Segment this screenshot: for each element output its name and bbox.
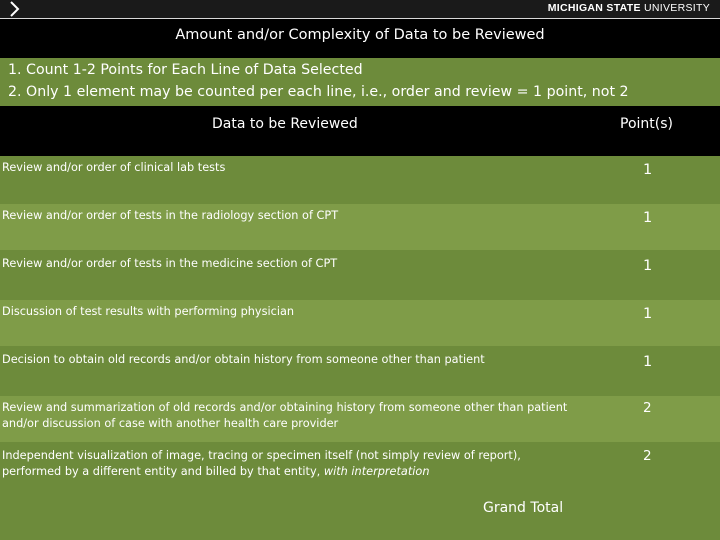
row-points: 1: [643, 162, 653, 178]
column-header-points: Point(s): [620, 116, 673, 132]
instruction-item: 1. Count 1-2 Points for Each Line of Data Selected: [8, 62, 363, 78]
row-points: 1: [643, 306, 653, 322]
grand-total-label: Grand Total: [483, 500, 564, 516]
title-bar: [0, 18, 720, 59]
row-description: Review and/or order of tests in the radiology section of CPT: [2, 209, 339, 222]
row-points: 1: [643, 258, 653, 274]
row-points: 2: [643, 400, 652, 416]
row-points: 2: [643, 448, 652, 464]
table-row: [0, 300, 720, 346]
row-description: Independent visualization of image, tracing or specimen itself (not simply review of report), performed by a different entity and billed by that entity, with interpretation: [2, 449, 521, 478]
row-description: Review and/or order of clinical lab tests: [2, 161, 226, 174]
row-description: Discussion of test results with performing physician: [2, 305, 295, 318]
table-row: [0, 348, 720, 394]
column-header-description: Data to be Reviewed: [212, 116, 358, 132]
page-title: Amount and/or Complexity of Data to be Reviewed: [175, 27, 545, 43]
university-logo: MICHIGAN STATE UNIVERSITY: [547, 2, 710, 14]
row-description: Review and/or order of tests in the medicine section of CPT: [2, 257, 338, 270]
chevron-right-icon[interactable]: [6, 0, 24, 18]
instruction-item: 2. Only 1 element may be counted per each line, i.e., order and review = 1 point, not 2: [8, 84, 629, 100]
table-row: [0, 204, 720, 250]
row-points: 1: [643, 354, 653, 370]
table-row: [0, 156, 720, 202]
table-row: [0, 444, 720, 490]
row-points: 1: [643, 210, 653, 226]
row-description: Decision to obtain old records and/or obtain history from someone other than patient: [2, 353, 485, 366]
instructions: [0, 58, 720, 106]
table-row: [0, 252, 720, 298]
table-header: [0, 106, 720, 156]
top-bar: [0, 0, 720, 18]
table-row: [0, 396, 720, 442]
row-description: Review and summarization of old records and/or obtaining history from someone other than patient and/or discussion of case with another health care provider: [2, 401, 568, 430]
